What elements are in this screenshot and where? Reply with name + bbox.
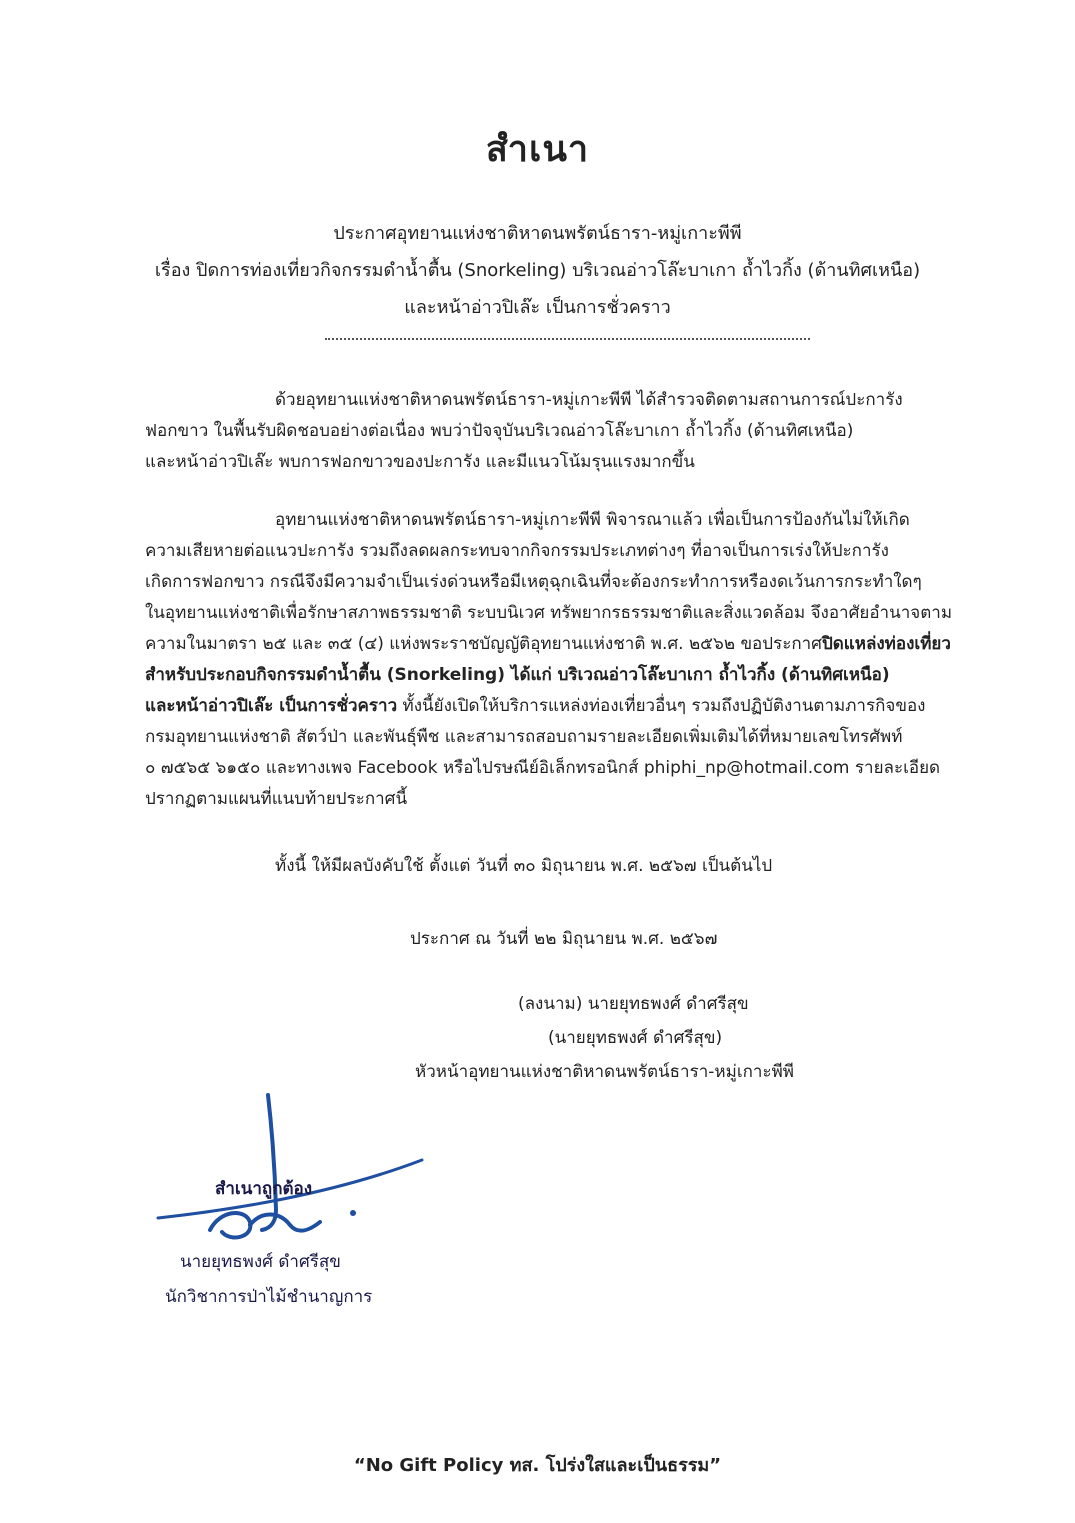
certifier-position: นักวิชาการป่าไม้ชำนาญการ bbox=[165, 1287, 373, 1307]
paragraph-line: เกิดการฟอกขาว กรณีจึงมีความจำเป็นเร่งด่วนหรือมีเหตุฉุกเฉินที่จะต้องกระทำการหรืองดเว้นการกระทำใดๆ bbox=[145, 572, 922, 592]
bold-text: สำหรับประกอบกิจกรรมดำน้ำตื้น (Snorkeling) ได้แก่ บริเวณอ่าวโล๊ะบาเกา ถ้ำไวกิ้ง (ด้านทิศเหนือ) bbox=[145, 665, 890, 685]
paragraph-line bbox=[145, 660, 1005, 691]
document-title: สำเนา bbox=[485, 129, 590, 170]
paragraph-line bbox=[145, 629, 1005, 660]
paragraph-2 bbox=[145, 505, 1005, 815]
paragraph-line: อุทยานแห่งชาติหาดนพรัตน์ธารา-หมู่เกาะพีพี พิจารณาแล้ว เพื่อเป็นการป้องกันไม่ให้เกิด bbox=[275, 510, 910, 530]
effective-date: ทั้งนี้ ให้มีผลบังคับใช้ ตั้งแต่ วันที่ ๓๐ มิถุนายน พ.ศ. ๒๕๖๗ เป็นต้นไป bbox=[275, 856, 773, 876]
paragraph-line: ความเสียหายต่อแนวปะการัง รวมถึงลดผลกระทบจากกิจกรรมประเภทต่างๆ ที่อาจเป็นการเร่งให้ปะการัง bbox=[145, 541, 889, 561]
certified-copy-label: สำเนาถูกต้อง bbox=[215, 1179, 313, 1199]
signed-line: (ลงนาม) นายยุทธพงศ์ ดำศรีสุข bbox=[518, 994, 749, 1014]
announcement-date: ประกาศ ณ วันที่ ๒๒ มิถุนายน พ.ศ. ๒๕๖๗ bbox=[410, 929, 718, 949]
certifier-name: นายยุทธพงศ์ ดำศรีสุข bbox=[180, 1252, 341, 1272]
paragraph-line: ด้วยอุทยานแห่งชาติหาดนพรัตน์ธารา-หมู่เกาะพีพี ได้สำรวจติดตามสถานการณ์ปะการัง bbox=[275, 390, 903, 410]
announcement-heading: ประกาศอุทยานแห่งชาติหาดนพรัตน์ธารา-หมู่เกาะพีพี bbox=[333, 223, 742, 244]
paragraph-line: ในอุทยานแห่งชาติเพื่อรักษาสภาพธรรมชาติ ระบบนิเวศ ทรัพยากรธรรมชาติและสิ่งแวดล้อม จึงอาศัยอำนาจตาม bbox=[145, 603, 953, 623]
subject-line: เรื่อง ปิดการท่องเที่ยวกิจกรรมดำน้ำตื้น (Snorkeling) บริเวณอ่าวโล๊ะบาเกา ถ้ำไวกิ้ง (ด้านทิศเหนือ) bbox=[154, 260, 921, 281]
paragraph-line: ปรากฏตามแผนที่แนบท้ายประกาศนี้ bbox=[145, 789, 408, 809]
paragraph-line: กรมอุทยานแห่งชาติ สัตว์ป่า และพันธุ์พืช และสามารถสอบถามรายละเอียดเพิ่มเติมได้ที่หมายเลขโทรศัพท์ bbox=[145, 727, 903, 747]
footer-slogan: “No Gift Policy ทส. โปร่งใสและเป็นธรรม” bbox=[353, 1455, 722, 1476]
text-run: ทั้งนี้ยังเปิดให้บริการแหล่งท่องเที่ยวอื่นๆ รวมถึงปฏิบัติงานตามภารกิจของ bbox=[397, 696, 926, 716]
text-run: ความในมาตรา ๒๕ และ ๓๕ (๔) แห่งพระราชบัญญัติอุทยานแห่งชาติ พ.ศ. ๒๕๖๒ ขอประกาศ bbox=[145, 634, 822, 654]
paragraph-1 bbox=[145, 385, 1005, 478]
paragraph-line: ฟอกขาว ในพื้นรับผิดชอบอย่างต่อเนื่อง พบว่าปัจจุบันบริเวณอ่าวโล๊ะบาเกา ถ้ำไวกิ้ง (ด้านทิศเหนือ) bbox=[145, 421, 854, 441]
bold-text: ปิดแหล่งท่องเที่ยว bbox=[821, 634, 951, 654]
paragraph-line: ๐ ๗๕๖๕ ๖๑๕๐ และทางเพจ Facebook หรือไปรษณีย์อิเล็กทรอนิกส์ phiphi_np@hotmail.com รายละเอียด bbox=[145, 758, 941, 778]
signatory-name: (นายยุทธพงศ์ ดำศรีสุข) bbox=[548, 1028, 723, 1048]
dotted-divider bbox=[325, 338, 810, 340]
paragraph-line bbox=[145, 691, 1005, 722]
signatory-position: หัวหน้าอุทยานแห่งชาติหาดนพรัตน์ธารา-หมู่เกาะพีพี bbox=[415, 1062, 795, 1082]
bold-text: และหน้าอ่าวปิเล๊ะ เป็นการชั่วคราว bbox=[145, 696, 398, 716]
paragraph-line: และหน้าอ่าวปิเล๊ะ พบการฟอกขาวของปะการัง และมีแนวโน้มรุนแรงมากขึ้น bbox=[145, 452, 695, 472]
subject-line-continued: และหน้าอ่าวปิเล๊ะ เป็นการชั่วคราว bbox=[404, 297, 671, 318]
